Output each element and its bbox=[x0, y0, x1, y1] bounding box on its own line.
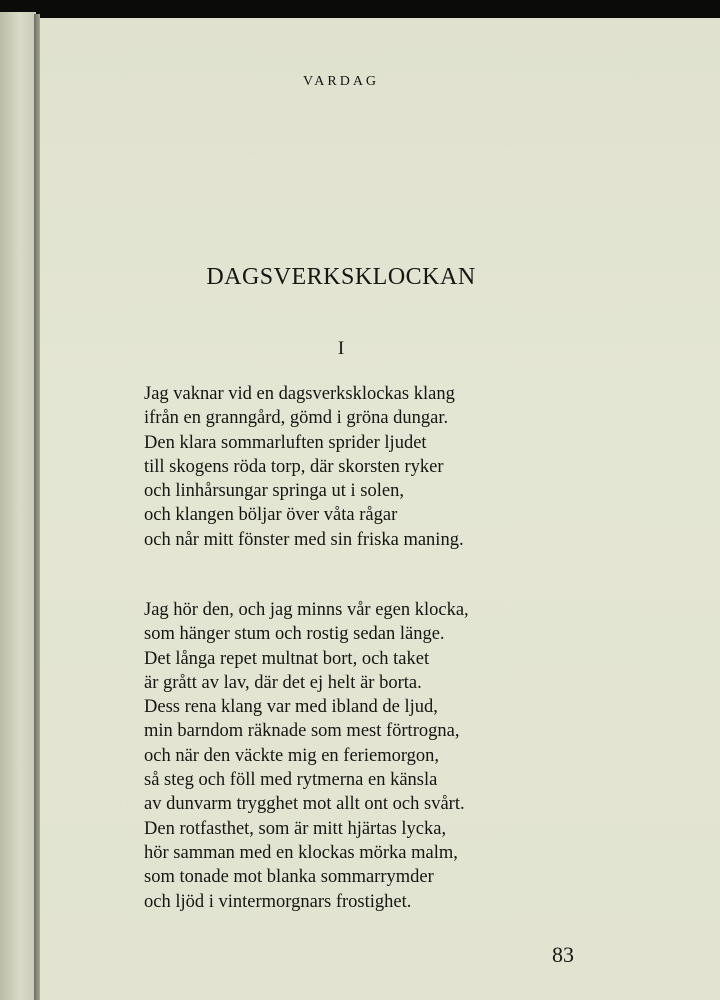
poem-line: så steg och föll med rytmerna en känsla bbox=[144, 770, 438, 791]
running-head: VARDAG bbox=[302, 74, 380, 89]
poem-line: min barndom räknade som mest förtrogna, bbox=[144, 721, 460, 742]
poem-line: och klangen böljar över våta rågar bbox=[144, 505, 398, 526]
book-page bbox=[40, 18, 720, 1000]
stanza-2 bbox=[144, 598, 584, 914]
poem-line: Den klara sommarluften sprider ljudet bbox=[144, 432, 427, 453]
section-number: I bbox=[337, 338, 345, 359]
poem-line: och når mitt fönster med sin friska maning. bbox=[144, 529, 464, 550]
poem-line: Dess rena klang var med ibland de ljud, bbox=[144, 697, 438, 718]
poem-line: Den rotfasthet, som är mitt hjärtas lycka, bbox=[144, 818, 447, 839]
poem-line: och linhårsungar springa ut i solen, bbox=[144, 481, 404, 502]
facing-page-edge bbox=[0, 12, 36, 1000]
poem-line: som hänger stum och rostig sedan länge. bbox=[144, 624, 445, 645]
poem-line: Jag vaknar vid en dagsverksklockas klang bbox=[144, 384, 455, 404]
poem-line: av dunvarm trygghet mot allt ont och svårt. bbox=[144, 794, 465, 815]
poem-line: hör samman med en klockas mörka malm, bbox=[144, 842, 458, 863]
page-number: 83 bbox=[552, 942, 574, 967]
poem-title: DAGSVERKSKLOCKAN bbox=[206, 264, 476, 290]
poem-line: och ljöd i vintermorgnars frostighet. bbox=[144, 891, 412, 912]
poem-line: Det långa repet multnat bort, och taket bbox=[144, 648, 430, 669]
poem-line: Jag hör den, och jag minns vår egen klocka, bbox=[144, 600, 469, 620]
poem-line: är grått av lav, där det ej helt är borta. bbox=[144, 672, 422, 693]
poem-line: ifrån en granngård, gömd i gröna dungar. bbox=[144, 408, 449, 429]
stanza-1 bbox=[144, 382, 584, 552]
poem-line: till skogens röda torp, där skorsten ryker bbox=[144, 456, 444, 477]
poem-line: som tonade mot blanka sommarrymder bbox=[144, 867, 434, 888]
poem-line: och när den väckte mig en feriemorgon, bbox=[144, 745, 440, 766]
